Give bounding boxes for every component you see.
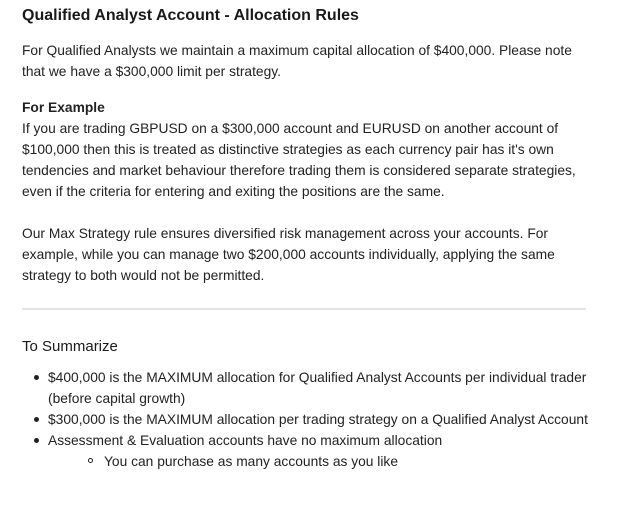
list-item-text: Assessment & Evaluation accounts have no maximum allocation bbox=[48, 433, 443, 448]
max-strategy-paragraph: Our Max Strategy rule ensures diversified risk management across your accounts. For example, while you can manage two $200,000 accounts individually, applying the same strategy to both would not be permitted. bbox=[22, 226, 555, 283]
page-title: Qualified Analyst Account - Allocation Rules bbox=[22, 7, 359, 24]
list-item-text: $300,000 is the MAXIMUM allocation per trading strategy on a Qualified Analyst Account bbox=[48, 412, 588, 427]
summary-list bbox=[22, 367, 592, 472]
intro-paragraph: For Qualified Analysts we maintain a maximum capital allocation of $400,000. Please note that we have a $300,000 limit per strategy. bbox=[22, 43, 572, 79]
example-heading: For Example bbox=[22, 100, 105, 115]
sub-list bbox=[48, 451, 592, 472]
list-item bbox=[22, 409, 592, 430]
sub-list-item-text: You can purchase as many accounts as you like bbox=[104, 454, 398, 469]
example-paragraph: If you are trading GBPUSD on a $300,000 account and EURUSD on another account of $100,000 then this is treated as distinctive strategies as each currency pair has it's own tendencies and market behaviour therefore trading them is considered separate strategies, even if the criteria for entering and exiting the positions are the same. bbox=[22, 121, 576, 199]
bullet-icon bbox=[34, 438, 39, 443]
list-item-text: $400,000 is the MAXIMUM allocation for Qualified Analyst Accounts per individual trader (before capital growth) bbox=[48, 370, 587, 406]
summary-heading: To Summarize bbox=[22, 338, 118, 355]
list-item bbox=[22, 430, 592, 472]
bullet-icon bbox=[34, 417, 39, 422]
divider bbox=[22, 308, 586, 310]
hollow-bullet-icon bbox=[88, 458, 93, 463]
article bbox=[22, 0, 592, 472]
bullet-icon bbox=[34, 375, 39, 380]
list-item bbox=[22, 367, 592, 409]
sub-list-item bbox=[48, 451, 592, 472]
